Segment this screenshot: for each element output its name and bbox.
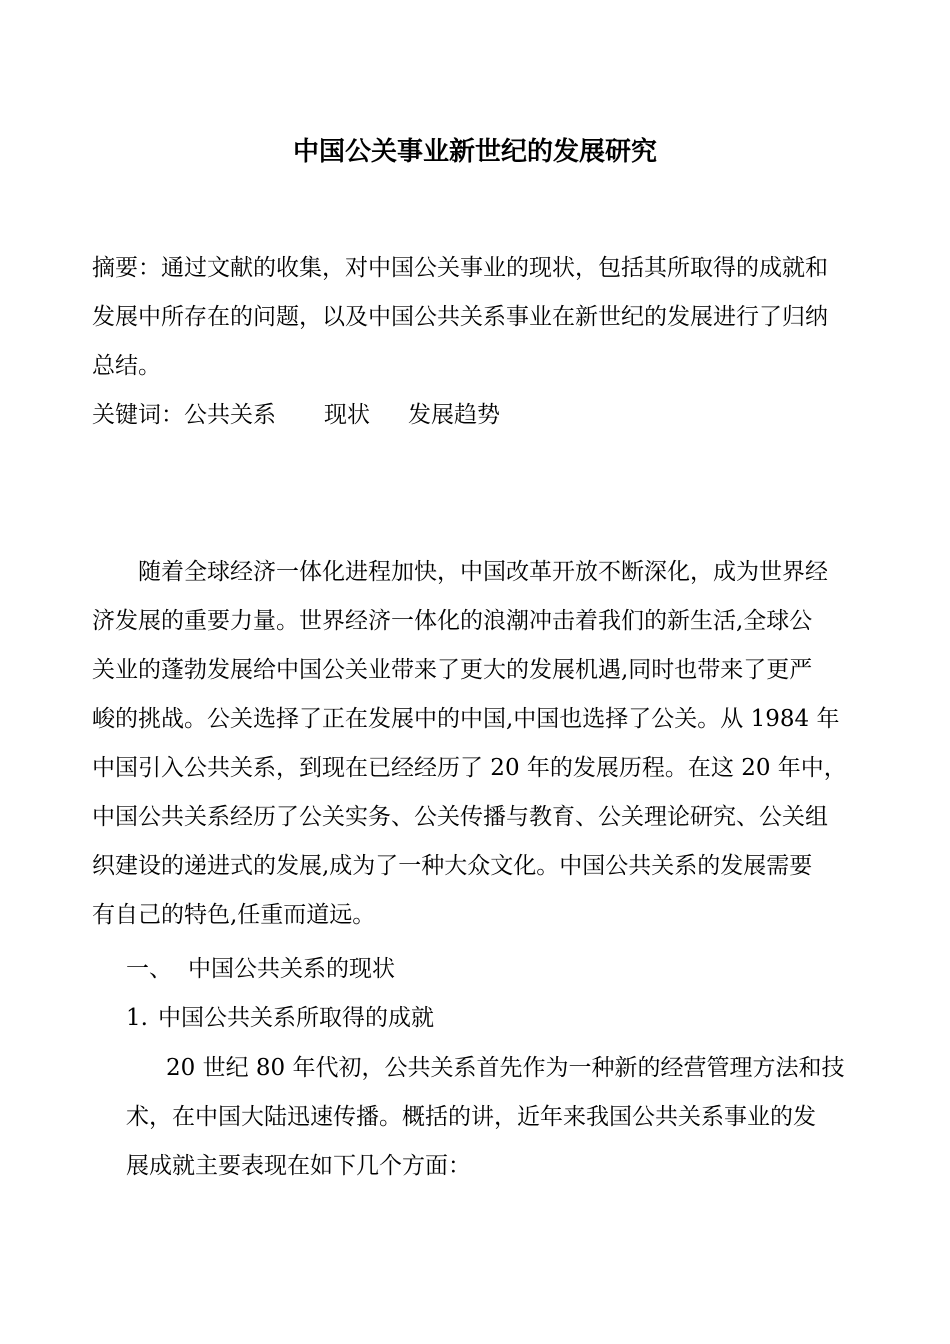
keyword-item: 公共关系 — [184, 402, 276, 428]
abstract-line: 总结。 — [92, 353, 161, 379]
subsection-number: 1. — [126, 1005, 148, 1031]
keyword-item: 现状 — [324, 402, 370, 428]
section-heading — [126, 953, 395, 985]
body-line: 术，在中国大陆迅速传播。概括的讲，近年来我国公共关系事业的发 — [126, 1104, 816, 1130]
body-line: 20 世纪 80 年代初，公共关系首先作为一种新的经营管理方法和技 — [166, 1055, 845, 1081]
intro-line: 中国公共关系经历了公关实务、公关传播与教育、公关理论研究、公关组 — [92, 804, 828, 830]
section-number: 一、 — [126, 956, 172, 982]
subsection-title: 中国公共关系所取得的成就 — [157, 1005, 434, 1031]
abstract-line: 发展中所存在的问题，以及中国公共关系事业在新世纪的发展进行了归纳 — [92, 304, 828, 330]
intro-line: 有自己的特色,任重而道远。 — [92, 902, 376, 928]
abstract-line: 摘要：通过文献的收集，对中国公关事业的现状，包括其所取得的成就和 — [92, 255, 828, 281]
document-title: 中国公关事业新世纪的发展研究 — [292, 137, 657, 167]
keywords-label: 关键词： — [92, 402, 184, 428]
intro-line: 济发展的重要力量。世界经济一体化的浪潮冲击着我们的新生活,全球公 — [92, 608, 813, 634]
intro-line: 织建设的递进式的发展,成为了一种大众文化。中国公共关系的发展需要 — [92, 853, 813, 879]
section-title: 中国公共关系的现状 — [188, 956, 395, 982]
intro-line: 峻的挑战。公关选择了正在发展中的中国,中国也选择了公关。从 1984 年 — [92, 706, 840, 732]
intro-line: 随着全球经济一体化进程加快，中国改革开放不断深化，成为世界经 — [138, 559, 828, 585]
body-line: 展成就主要表现在如下几个方面： — [126, 1153, 471, 1179]
subsection-heading — [126, 1002, 434, 1034]
keywords-line — [92, 399, 500, 431]
intro-line: 中国引入公共关系，到现在已经经历了 20 年的发展历程。在这 20 年中， — [92, 755, 847, 781]
keyword-item: 发展趋势 — [408, 402, 500, 428]
intro-line: 关业的蓬勃发展给中国公关业带来了更大的发展机遇,同时也带来了更严 — [92, 657, 813, 683]
